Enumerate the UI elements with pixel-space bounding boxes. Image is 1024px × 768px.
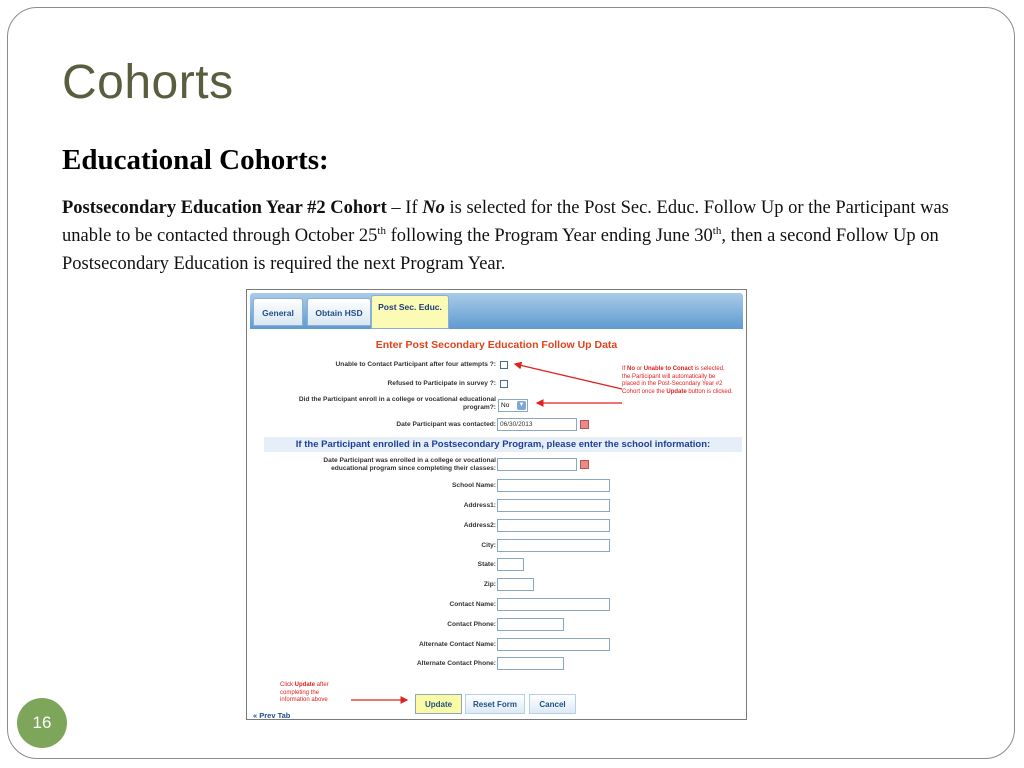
enrolled-value: No xyxy=(501,402,510,409)
date-contacted-input[interactable]: 06/30/2013 xyxy=(497,418,577,431)
label-contact-phone: Contact Phone: xyxy=(447,621,496,628)
label-contact-name: Contact Name: xyxy=(449,601,496,608)
desc-part: is selected for the Post Sec. Educ. Follow Up or the Participant was unable to be contacted through October 25 xyxy=(62,198,949,246)
prev-tab-link[interactable]: « Prev Tab xyxy=(253,711,291,720)
label-alt-contact-phone: Alternate Contact Phone: xyxy=(416,660,496,667)
note-text: If xyxy=(622,366,628,372)
desc-part: – If xyxy=(386,198,423,218)
label-zip: Zip: xyxy=(483,581,496,588)
chevron-down-icon[interactable]: ▼ xyxy=(518,402,525,408)
label-alt-contact-name: Alternate Contact Name: xyxy=(419,641,496,648)
label-enrolled-line2: program?: xyxy=(463,404,496,411)
slide-title: Cohorts xyxy=(62,56,234,109)
label-school-name: School Name: xyxy=(452,482,496,489)
reset-form-button[interactable]: Reset Form xyxy=(465,694,525,714)
desc-no: No xyxy=(422,198,445,218)
label-date-enrolled-line1: Date Participant was enrolled in a college or vocational xyxy=(323,457,496,464)
slide-description xyxy=(62,194,962,278)
desc-sup: th xyxy=(712,224,722,237)
label-state: State: xyxy=(477,561,496,568)
note-update: Update xyxy=(666,388,687,395)
note2-text: Click xyxy=(280,682,295,688)
note2-update: Update xyxy=(294,682,316,688)
label-refused: Refused to Participate in survey ?: xyxy=(387,380,496,387)
tab-post-sec-educ[interactable]: Post Sec. Educ. xyxy=(371,295,449,329)
desc-part: following the Program Year ending June 30 xyxy=(385,226,713,246)
desc-part: , then a second Follow Up on Postsecondary Education is required the next Program Year. xyxy=(62,226,939,274)
label-city: City: xyxy=(481,542,496,549)
label-address1: Address1: xyxy=(463,502,496,509)
annotation-arrows xyxy=(247,290,746,719)
note-text: button is clicked. xyxy=(686,388,733,395)
note-no: No xyxy=(627,366,636,372)
label-enrolled-line1: Did the Participant enroll in a college or vocational educational xyxy=(298,396,496,403)
school-info-banner: If the Participant enrolled in a Postsecondary Program, please enter the school information: xyxy=(264,437,742,452)
label-date-contacted: Date Participant was contacted: xyxy=(396,421,496,428)
page-number-badge: 16 xyxy=(17,698,67,748)
note-text: is selected, the Participant will automatically be placed in the Post-Secondary Year #2 Cohort once the xyxy=(622,366,725,395)
slide-subtitle: Educational Cohorts: xyxy=(62,144,329,176)
cohort-name: Postsecondary Education Year #2 Cohort xyxy=(62,198,387,218)
screenshot-form xyxy=(246,289,747,720)
desc-sup: th xyxy=(377,224,386,237)
update-button[interactable]: Update xyxy=(415,694,462,714)
label-address2: Address2: xyxy=(463,522,496,529)
note2-text: after completing the information above xyxy=(280,682,329,703)
cancel-button[interactable]: Cancel xyxy=(529,694,576,714)
form-heading: Enter Post Secondary Education Follow Up Data xyxy=(375,339,618,351)
note-text: or xyxy=(635,366,644,372)
arrow-to-unable xyxy=(515,364,622,389)
tab-general[interactable]: General xyxy=(253,298,303,326)
tab-obtain-hsd[interactable]: Obtain HSD xyxy=(307,298,371,326)
label-date-enrolled-line2: educational program since completing their classes: xyxy=(331,465,496,472)
label-unable: Unable to Contact Participant after four attempts ?: xyxy=(335,361,496,368)
note-unable: Unable to Conact xyxy=(643,366,694,372)
